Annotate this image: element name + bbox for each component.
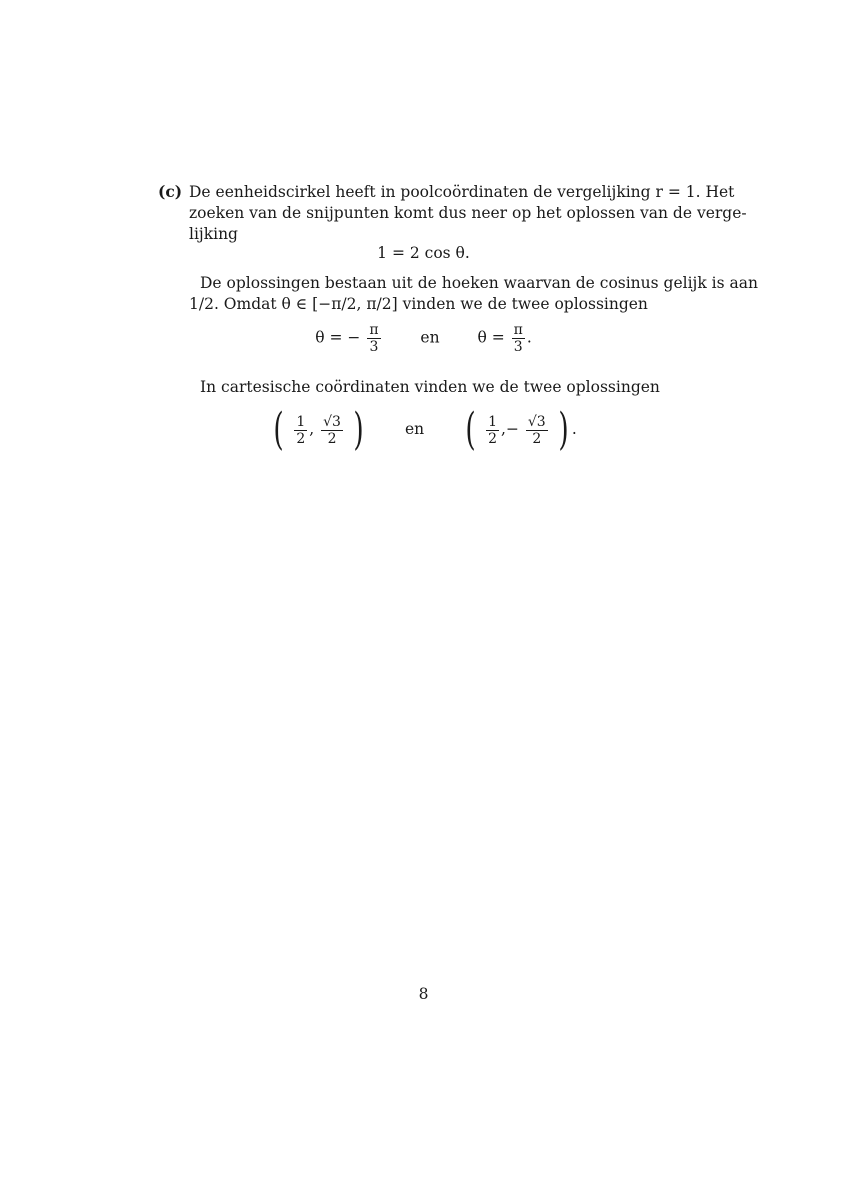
- frac-num: √3: [527, 413, 546, 430]
- page-number: 8: [418, 985, 429, 1003]
- frac-den: 2: [296, 430, 306, 447]
- item-label: (c): [158, 182, 183, 201]
- theta-left: θ = −: [315, 328, 361, 347]
- text-line-6: In cartesische coördinaten vinden we de twee oplossingen: [200, 378, 660, 396]
- text-line-2: zoeken van de snijpunten komt dus neer op het oplossen van de verge-: [189, 204, 747, 222]
- frac-den: 2: [488, 430, 498, 447]
- comma: ,: [309, 420, 315, 438]
- left-paren: (: [465, 404, 476, 455]
- en-word-1: en: [420, 328, 440, 347]
- text-line-4: De oplossingen bestaan uit de hoeken waarvan de cosinus gelijk is aan: [200, 274, 758, 292]
- text-line-3: lijking: [189, 225, 238, 243]
- frac-num: π: [513, 322, 523, 338]
- period: .: [571, 420, 577, 438]
- text-line-5: 1/2. Omdat θ ∈ [−π/2, π/2] vinden we de twee oplossingen: [189, 295, 648, 313]
- frac-num: 1: [296, 413, 306, 430]
- equation-theta: [0, 322, 847, 355]
- frac-num: π: [369, 322, 379, 338]
- frac-den: 2: [327, 430, 337, 447]
- en-word-2: en: [404, 420, 425, 438]
- right-paren: ): [558, 404, 569, 455]
- text-line-1: De eenheidscirkel heeft in poolcoördinaten de vergelijking r = 1. Het: [189, 183, 735, 201]
- fraction-sqrt3-2: [526, 414, 548, 447]
- right-paren: ): [353, 404, 364, 455]
- period: .: [526, 328, 532, 347]
- fraction-1-2: [486, 414, 499, 447]
- left-paren: (: [273, 404, 284, 455]
- fraction-pi-3-right: [512, 322, 525, 355]
- frac-den: 3: [369, 339, 379, 355]
- equation-1: 1 = 2 cos θ.: [377, 244, 470, 262]
- frac-den: 3: [513, 339, 523, 355]
- comma-minus: ,−: [501, 420, 519, 438]
- fraction-1-2: [294, 414, 307, 447]
- frac-den: 2: [532, 430, 542, 447]
- frac-num: 1: [488, 413, 498, 430]
- equation-coordinates: [0, 404, 847, 455]
- fraction-pi-3-left: [367, 322, 380, 355]
- frac-num: √3: [323, 413, 341, 430]
- theta-right: θ =: [477, 328, 505, 347]
- fraction-sqrt3-2: [321, 414, 343, 447]
